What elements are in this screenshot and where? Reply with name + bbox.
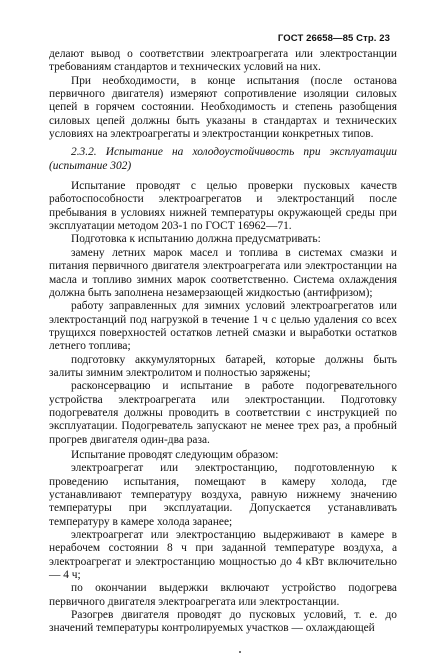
print-speck bbox=[239, 651, 241, 653]
section-number: 2.3.2. bbox=[71, 146, 97, 159]
document-body bbox=[49, 48, 397, 636]
paragraph-run-under-load: работу заправленных для зимних условий электроагрегатов или электростанций под нагрузкой в течение 1 ч с целью удаления со всех трущихся поверхностей остатков летней смазки и выработки остатков летнего топлива; bbox=[49, 300, 397, 353]
paragraph-preparation-intro: Подготовка к испытанию должна предусматривать: bbox=[71, 233, 321, 246]
paragraph-oil-fuel-replacement: замену летних марок масел и топлива в системах смазки и питания первичного двигателя электроагрегата или электростанции на масла и топливо зимних марок соответственно. Система охлаждения должна быть заполнена незамерзающей жидкостью (антифризом); bbox=[49, 246, 397, 299]
section-title: Испытание на холодоустойчивость при эксплуатации (испытание 302) bbox=[49, 146, 397, 172]
paragraph-holding-time: электроагрегат или электростанцию выдерживают в камере в нерабочем состоянии 8 ч при заданной температуре воздуха, а электроагрегат и электростанцию мощностью до 4 кВт включительно — 4 ч; bbox=[49, 529, 397, 582]
paragraph-battery-preparation: подготовку аккумуляторных батарей, которые должны быть залиты зимним электролитом и полностью заряжены; bbox=[49, 353, 397, 379]
running-head: ГОСТ 26658—85 Стр. 23 bbox=[277, 33, 390, 44]
paragraph-continuation: делают вывод о соответствии электроагрегата или электростанции требованиям стандартов и технических условий на них. bbox=[49, 48, 397, 74]
section-heading-2-3-2 bbox=[49, 146, 397, 173]
paragraph-procedure-intro: Испытание проводят следующим образом: bbox=[71, 448, 279, 461]
paragraph-heater-preparation: расконсервацию и испытание в работе подогревательного устройства электроагрегата или электростанции. Подготовку подогревателя должны проводить в соответствии с инструкцией по эксплуатации. Подогреватель запускают не менее трех раз, а пробный прогрев двигателя один-два раза. bbox=[49, 380, 397, 446]
paragraph-engine-warmup: Разогрев двигателя проводят до пусковых условий, т. е. до значений температуры контролируемых участков — охлаждающей bbox=[49, 609, 397, 635]
paragraph-test-purpose: Испытание проводят с целью проверки пусковых качеств работоспособности электроагрегатов и электростанций после пребывания в условиях нижней температуры окружающей среды при эксплуатации методом 203-1 по ГОСТ 16962—71. bbox=[49, 180, 397, 233]
paragraph-insulation-measurement: При необходимости, в конце испытания (после останова первичного двигателя) измеряют сопротивление изоляции силовых цепей в горячем состоянии. Необходимость и степень разобщения силовых цепей должны быть указаны в стандартах и технических условиях на электроагрегаты и электростанции конкретных типов. bbox=[49, 74, 397, 141]
paragraph-heater-switch-on: по окончании выдержки включают устройство подогрева первичного двигателя электроагрегата или электростанции. bbox=[49, 582, 397, 608]
paragraph-cold-chamber: электроагрегат или электростанцию, подготовленную к проведению испытания, помещают в камеру холода, где устанавливают температуру воздуха, равную нижнему значению температуры при эксплуатации. Допускается устанавливать температуру в камере холода заранее; bbox=[49, 462, 397, 528]
